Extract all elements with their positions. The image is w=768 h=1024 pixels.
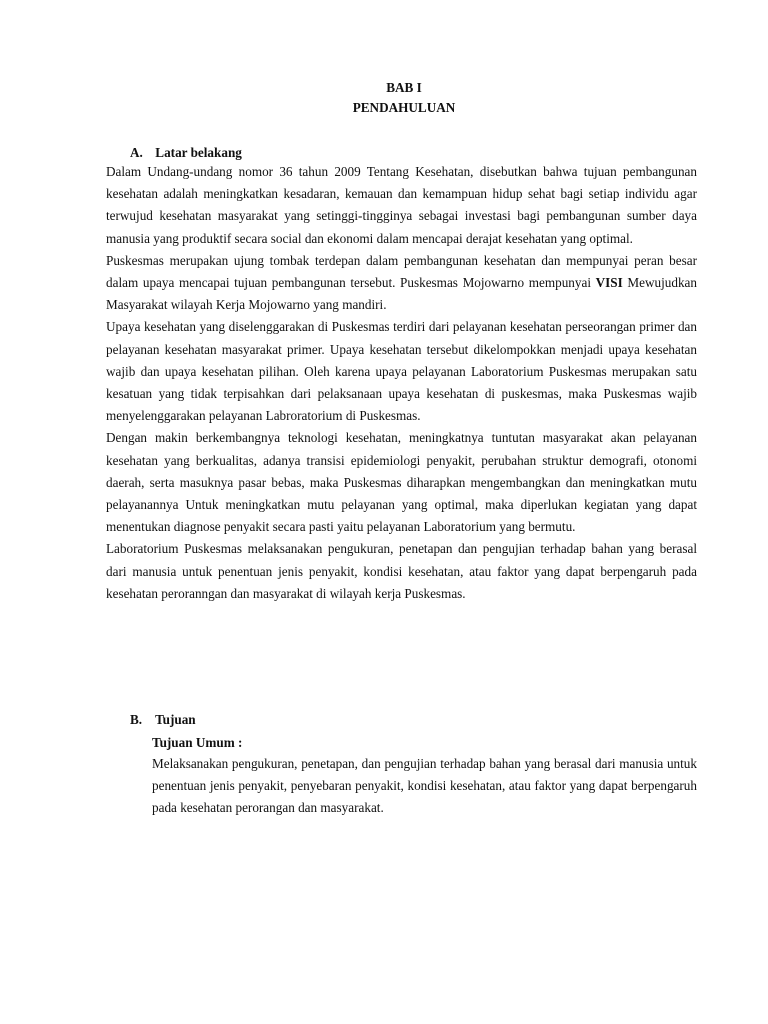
paragraph-2-text: Puskesmas merupakan ujung tombak terdepan dalam pembangunan kesehatan dan mempunyai peran besar dalam upaya mencapai tujuan pembangunan tersebut. Puskesmas Mojowarno mempunyai [106, 252, 697, 291]
section-b-title: Tujuan [155, 712, 196, 727]
visi-text: Mewujudkan Masyarakat wilayah Kerja Mojowarno yang mandiri. [106, 275, 697, 313]
section-b-subtitle: Tujuan Umum : [152, 735, 243, 750]
section-a-label: A. [130, 145, 143, 160]
paragraph-3: Upaya kesehatan yang diselenggarakan di Puskesmas terdiri dari pelayanan kesehatan perseorangan primer dan pelayanan kesehatan masyarakat primer. Upaya kesehatan tersebut dikelompokkan menjadi upaya kesehatan wajib dan upaya kesehatan pilihan. Oleh karena upaya pelayanan Laboratorium Puskesmas merupakan satu kesatuan yang tidak terpisahkan dari pelaksanaan upaya kesehatan di puskesmas, maka Puskesmas wajib menyelenggarakan pelayanan Labroratorium di Puskesmas. [106, 319, 697, 424]
paragraph-2 [106, 250, 697, 317]
section-a-heading [130, 145, 242, 161]
paragraph-5: Laboratorium Puskesmas melaksanakan pengukuran, penetapan dan pengujian terhadap bahan yang berasal dari manusia untuk penentuan jenis penyakit, kondisi kesehatan, atau faktor yang dapat berpengaruh pada kesehatan peroranngan dan masyarakat di wilayah kerja Puskesmas. [106, 541, 697, 601]
chapter-number: BAB I [386, 80, 422, 95]
section-a-body [106, 161, 697, 605]
section-b-body [152, 753, 697, 820]
chapter-title: PENDAHULUAN [352, 100, 456, 115]
section-a-title: Latar belakang [155, 145, 242, 160]
paragraph-4: Dengan makin berkembangnya teknologi kesehatan, meningkatnya tuntutan masyarakat akan pelayanan kesehatan yang berkualitas, adanya transisi epidemiologi penyakit, perubahan struktur demografi, otonomi daerah, serta masuknya pasar bebas, maka Puskesmas diharapkan mengembangkan dan meningkatkan mutu pelayanannya Untuk meningkatkan mutu pelayanan yang optimal, maka diperlukan kegiatan yang dapat menentukan diagnose penyakit secara pasti yaitu pelayanan Laboratorium yang bermutu. [106, 430, 697, 535]
tujuan-umum-paragraph: Melaksanakan pengukuran, penetapan, dan pengujian terhadap bahan yang berasal dari manusia untuk penentuan jenis penyakit, penyebaran penyakit, kondisi kesehatan, atau faktor yang dapat berpengaruh pada kesehatan perorangan dan masyarakat. [152, 756, 697, 816]
paragraph-1: Dalam Undang-undang nomor 36 tahun 2009 Tentang Kesehatan, disebutkan bahwa tujuan pembangunan kesehatan adalah meningkatkan kesadaran, kemauan dan kemampuan hidup sehat bagi setiap individu agar terwujud kesehatan masyarakat yang setinggi-tingginya sebagai investasi bagi pembangunan sumber daya manusia yang produktif secara social dan ekonomi dalam mencapai derajat kesehatan yang optimal. [106, 164, 697, 246]
section-b-label: B. [130, 712, 143, 727]
visi-label: VISI [595, 275, 623, 291]
section-b-heading [130, 712, 196, 728]
